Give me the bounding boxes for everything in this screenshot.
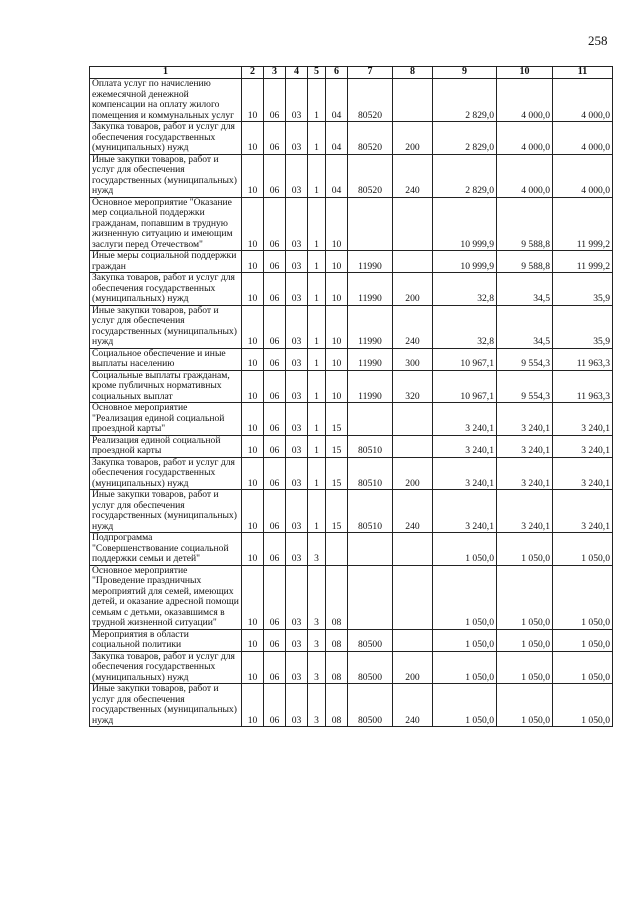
row-name-cell: Закупка товаров, работ и услуг для обеспечения государственных (муниципальных) нужд [90,457,242,490]
amount-cell: 10 999,9 [433,197,497,251]
code-cell: 10 [242,565,264,629]
table-row [90,348,613,370]
code-cell: 03 [286,490,308,533]
amount-cell: 9 588,8 [497,251,553,273]
row-name-cell: Реализация единой социальной проездной карты [90,435,242,457]
code-cell: 15 [326,435,348,457]
code-cell: 10 [326,273,348,306]
code-cell: 03 [286,305,308,348]
amount-cell: 3 240,1 [553,435,613,457]
code-cell: 200 [393,122,433,155]
amount-cell: 2 829,0 [433,154,497,197]
table-row [90,154,613,197]
column-header: 5 [308,67,326,79]
amount-cell: 34,5 [497,273,553,306]
code-cell: 3 [308,684,326,727]
code-cell: 1 [308,197,326,251]
code-cell [348,565,393,629]
amount-cell: 32,8 [433,305,497,348]
amount-cell: 4 000,0 [497,79,553,122]
table-row [90,273,613,306]
code-cell: 06 [264,403,286,436]
code-cell: 80500 [348,629,393,651]
amount-cell: 3 240,1 [553,457,613,490]
row-name-cell: Социальное обеспечение и иные выплаты населению [90,348,242,370]
code-cell [348,403,393,436]
code-cell: 08 [326,565,348,629]
amount-cell: 11 999,2 [553,197,613,251]
amount-cell: 1 050,0 [497,565,553,629]
code-cell: 06 [264,435,286,457]
amount-cell: 3 240,1 [553,490,613,533]
table-row [90,435,613,457]
amount-cell: 4 000,0 [497,154,553,197]
amount-cell: 4 000,0 [553,154,613,197]
amount-cell: 11 963,3 [553,370,613,403]
amount-cell: 2 829,0 [433,79,497,122]
column-header: 3 [264,67,286,79]
code-cell: 1 [308,370,326,403]
code-cell [326,533,348,566]
code-cell [393,197,433,251]
amount-cell: 4 000,0 [553,122,613,155]
code-cell: 10 [242,435,264,457]
code-cell: 1 [308,348,326,370]
code-cell [393,251,433,273]
amount-cell: 3 240,1 [433,490,497,533]
code-cell: 80500 [348,684,393,727]
code-cell: 240 [393,490,433,533]
code-cell: 80510 [348,457,393,490]
amount-cell: 1 050,0 [497,651,553,684]
code-cell: 10 [242,533,264,566]
code-cell: 06 [264,684,286,727]
amount-cell: 3 240,1 [433,457,497,490]
code-cell: 80510 [348,435,393,457]
code-cell: 06 [264,154,286,197]
code-cell: 06 [264,651,286,684]
column-header: 10 [497,67,553,79]
table-body [90,79,613,727]
amount-cell: 9 588,8 [497,197,553,251]
code-cell: 10 [242,273,264,306]
code-cell: 10 [242,348,264,370]
code-cell: 06 [264,457,286,490]
amount-cell: 3 240,1 [497,490,553,533]
amount-cell: 11 963,3 [553,348,613,370]
code-cell: 10 [242,154,264,197]
code-cell: 10 [242,490,264,533]
code-cell: 10 [242,305,264,348]
code-cell: 06 [264,251,286,273]
code-cell: 08 [326,651,348,684]
table-row [90,305,613,348]
code-cell: 80520 [348,122,393,155]
code-cell: 10 [326,251,348,273]
code-cell: 03 [286,122,308,155]
code-cell: 1 [308,457,326,490]
row-name-cell: Основное мероприятие "Реализация единой социальной проездной карты" [90,403,242,436]
code-cell: 03 [286,533,308,566]
code-cell: 1 [308,251,326,273]
code-cell: 240 [393,154,433,197]
code-cell: 240 [393,684,433,727]
code-cell: 03 [286,370,308,403]
code-cell: 03 [286,197,308,251]
row-name-cell: Иные закупки товаров, работ и услуг для обеспечения государственных (муниципальных) нужд [90,154,242,197]
amount-cell: 11 999,2 [553,251,613,273]
code-cell: 06 [264,305,286,348]
amount-cell: 1 050,0 [553,533,613,566]
amount-cell: 3 240,1 [497,435,553,457]
code-cell: 04 [326,154,348,197]
row-name-cell: Иные закупки товаров, работ и услуг для обеспечения государственных (муниципальных) нужд [90,684,242,727]
budget-table [89,66,613,727]
code-cell: 03 [286,403,308,436]
code-cell: 03 [286,435,308,457]
code-cell: 03 [286,251,308,273]
code-cell: 03 [286,684,308,727]
code-cell: 08 [326,684,348,727]
row-name-cell: Мероприятия в области социальной политики [90,629,242,651]
table-row [90,197,613,251]
row-name-cell: Оплата услуг по начислению ежемесячной денежной компенсации на оплату жилого помещения и коммунальных услуг [90,79,242,122]
code-cell: 10 [242,122,264,155]
amount-cell: 1 050,0 [497,629,553,651]
code-cell: 10 [326,348,348,370]
code-cell: 10 [242,457,264,490]
code-cell: 03 [286,154,308,197]
page-number: 258 [588,33,608,48]
code-cell: 1 [308,122,326,155]
code-cell: 3 [308,533,326,566]
code-cell: 03 [286,79,308,122]
row-name-cell: Закупка товаров, работ и услуг для обеспечения государственных (муниципальных) нужд [90,273,242,306]
amount-cell: 10 999,9 [433,251,497,273]
code-cell: 1 [308,435,326,457]
code-cell: 10 [242,684,264,727]
row-name-cell: Основное мероприятие "Оказание мер социальной поддержки гражданам, попавшим в трудную жизненную ситуацию и имеющим заслуги перед Отечеством" [90,197,242,251]
code-cell: 200 [393,457,433,490]
amount-cell: 3 240,1 [433,435,497,457]
code-cell: 1 [308,490,326,533]
amount-cell: 32,8 [433,273,497,306]
amount-cell: 1 050,0 [553,565,613,629]
table-row [90,251,613,273]
code-cell: 10 [242,197,264,251]
column-header: 1 [90,67,242,79]
column-header: 6 [326,67,348,79]
amount-cell: 34,5 [497,305,553,348]
code-cell: 300 [393,348,433,370]
table-row [90,457,613,490]
code-cell: 11990 [348,370,393,403]
code-cell: 03 [286,457,308,490]
row-name-cell: Иные закупки товаров, работ и услуг для обеспечения государственных (муниципальных) нужд [90,305,242,348]
amount-cell: 1 050,0 [433,684,497,727]
code-cell: 11990 [348,251,393,273]
table-row [90,533,613,566]
code-cell: 15 [326,490,348,533]
amount-cell: 3 240,1 [433,403,497,436]
code-cell [393,403,433,436]
amount-cell: 35,9 [553,305,613,348]
table-row [90,651,613,684]
amount-cell: 1 050,0 [553,651,613,684]
amount-cell: 1 050,0 [497,684,553,727]
code-cell: 1 [308,403,326,436]
code-cell: 06 [264,197,286,251]
amount-cell: 1 050,0 [433,533,497,566]
column-header: 9 [433,67,497,79]
amount-cell: 1 050,0 [433,565,497,629]
code-cell [393,79,433,122]
code-cell: 06 [264,122,286,155]
amount-cell: 10 967,1 [433,348,497,370]
code-cell [393,533,433,566]
code-cell: 11990 [348,273,393,306]
amount-cell: 3 240,1 [497,403,553,436]
code-cell [393,435,433,457]
code-cell: 11990 [348,348,393,370]
column-header: 8 [393,67,433,79]
code-cell: 03 [286,565,308,629]
code-cell: 80520 [348,154,393,197]
code-cell: 10 [242,79,264,122]
table-header-row [90,67,613,79]
code-cell: 1 [308,273,326,306]
code-cell: 200 [393,273,433,306]
code-cell: 10 [242,629,264,651]
column-header: 7 [348,67,393,79]
amount-cell: 2 829,0 [433,122,497,155]
code-cell: 10 [242,370,264,403]
code-cell [348,533,393,566]
code-cell: 03 [286,651,308,684]
amount-cell: 1 050,0 [553,629,613,651]
amount-cell: 3 240,1 [553,403,613,436]
column-header: 4 [286,67,308,79]
code-cell: 06 [264,629,286,651]
code-cell: 10 [242,403,264,436]
table-row [90,79,613,122]
code-cell [348,197,393,251]
row-name-cell: Закупка товаров, работ и услуг для обеспечения государственных (муниципальных) нужд [90,122,242,155]
code-cell: 06 [264,490,286,533]
code-cell: 03 [286,629,308,651]
code-cell [393,629,433,651]
row-name-cell: Иные закупки товаров, работ и услуг для обеспечения государственных (муниципальных) нужд [90,490,242,533]
code-cell: 3 [308,651,326,684]
code-cell: 3 [308,565,326,629]
code-cell: 10 [326,197,348,251]
code-cell: 10 [242,251,264,273]
code-cell: 06 [264,273,286,306]
amount-cell: 9 554,3 [497,348,553,370]
code-cell: 04 [326,122,348,155]
code-cell: 1 [308,79,326,122]
code-cell: 3 [308,629,326,651]
table-row [90,629,613,651]
code-cell: 06 [264,370,286,403]
amount-cell: 1 050,0 [433,629,497,651]
table-row [90,370,613,403]
table-row [90,122,613,155]
amount-cell: 35,9 [553,273,613,306]
amount-cell: 1 050,0 [433,651,497,684]
row-name-cell: Основное мероприятие "Проведение праздничных мероприятий для семей, имеющих детей, и оказание адресной помощи семьям с детьми, оказавшимся в трудной жизненной ситуации" [90,565,242,629]
code-cell: 08 [326,629,348,651]
code-cell: 06 [264,79,286,122]
row-name-cell: Подпрограмма "Совершенствование социальной поддержки семьи и детей" [90,533,242,566]
amount-cell: 4 000,0 [553,79,613,122]
code-cell: 80520 [348,79,393,122]
code-cell: 04 [326,79,348,122]
code-cell: 1 [308,154,326,197]
amount-cell: 4 000,0 [497,122,553,155]
code-cell: 1 [308,305,326,348]
amount-cell: 9 554,3 [497,370,553,403]
code-cell [393,565,433,629]
code-cell: 200 [393,651,433,684]
amount-cell: 1 050,0 [553,684,613,727]
code-cell: 06 [264,348,286,370]
code-cell: 80500 [348,651,393,684]
table-row [90,684,613,727]
code-cell: 10 [326,305,348,348]
code-cell: 10 [326,370,348,403]
amount-cell: 1 050,0 [497,533,553,566]
column-header: 2 [242,67,264,79]
row-name-cell: Социальные выплаты гражданам, кроме публичных нормативных социальных выплат [90,370,242,403]
table-row [90,490,613,533]
code-cell: 240 [393,305,433,348]
code-cell: 80510 [348,490,393,533]
code-cell: 11990 [348,305,393,348]
amount-cell: 10 967,1 [433,370,497,403]
code-cell: 15 [326,457,348,490]
table-row [90,403,613,436]
table-row [90,565,613,629]
row-name-cell: Закупка товаров, работ и услуг для обеспечения государственных (муниципальных) нужд [90,651,242,684]
code-cell: 10 [242,651,264,684]
code-cell: 06 [264,565,286,629]
code-cell: 06 [264,533,286,566]
code-cell: 15 [326,403,348,436]
code-cell: 320 [393,370,433,403]
code-cell: 03 [286,273,308,306]
row-name-cell: Иные меры социальной поддержки граждан [90,251,242,273]
column-header: 11 [553,67,613,79]
code-cell: 03 [286,348,308,370]
amount-cell: 3 240,1 [497,457,553,490]
